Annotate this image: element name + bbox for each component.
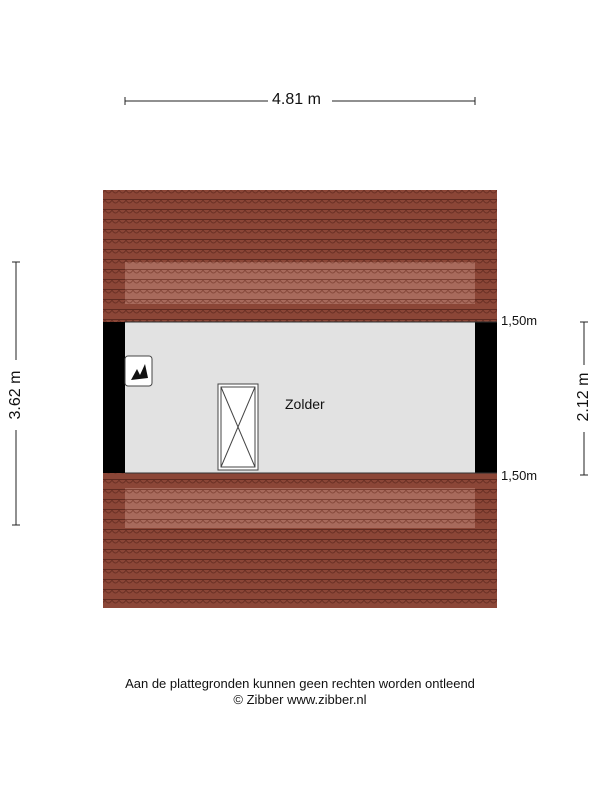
wall-right (475, 322, 497, 473)
roof-lower (103, 473, 497, 608)
attic-hatch (218, 384, 258, 470)
footer-disclaimer: Aan de plattegronden kunnen geen rechten worden ontleend (125, 676, 475, 691)
roof-upper (103, 190, 497, 322)
footer-copyright: © Zibber www.zibber.nl (233, 692, 367, 707)
boiler-icon (125, 356, 152, 386)
dimension-height-left: 3.62 m (7, 365, 25, 425)
knee-height-top: 1,50m (501, 313, 538, 328)
wall-left (103, 322, 125, 473)
dimension-width-top: 4.81 m (272, 91, 321, 108)
knee-height-bottom: 1,50m (501, 468, 538, 483)
room-label-attic: Zolder (285, 396, 325, 412)
dimension-height-right: 2.12 m (575, 367, 593, 427)
